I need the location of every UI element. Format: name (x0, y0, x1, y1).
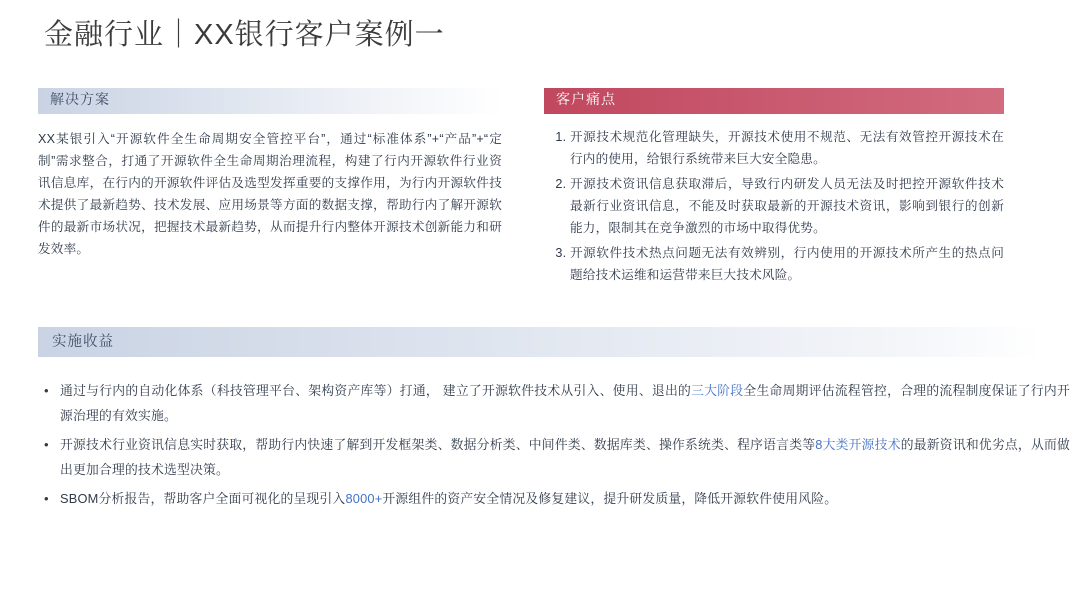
plain-text: 开源技术行业资讯信息实时获取，帮助行内快速了解到开发框架类、数据分析类、中间件类、数据库类、操作系统类、程序语言类等 (60, 437, 816, 452)
benefits-band-label: 实施收益 (38, 327, 1042, 357)
pain-points-list (544, 126, 1004, 286)
plain-text: SBOM分析报告，帮助客户全面可视化的呈现引入 (60, 491, 346, 506)
benefits-list (34, 378, 1070, 515)
solution-column (38, 88, 502, 289)
list-item (60, 486, 1070, 511)
list-item: 2. 开源技术资讯信息获取滞后，导致行内研发人员无法及时把控开源软件技术最新行业资讯信息，不能及时获取最新的开源技术资讯，影响到银行的创新能力，限制其在竞争激烈的市场中取得优势。 (570, 173, 1004, 239)
plain-text: 全生命周期评估流程管控，合理的流程制度保证了行内开源治理的有效实施。 (60, 383, 1071, 423)
solution-paragraph: XX某银引入“开源软件全生命周期安全管控平台”，通过“标准体系”+“产品”+“定制”需求整合，打通了开源软件全生命周期治理流程，构建了行内开源软件行业资讯信息库，在行内的开源软件评估及选型发挥重要的支撑作用，为行内开源软件技术提供了最新趋势、技术发展、应用场景等方面的数据支撑，帮助行内了解开源软件的最新市场状况，把握技术最新趋势，从而提升行内整体开源技术创新能力和研发效率。 (38, 132, 502, 256)
plain-text: 开源组件的资产安全情况及修复建议，提升研发质量，降低开源软件使用风险。 (382, 491, 838, 506)
plain-text: 的最新资讯和优劣点，从而做出更加合理的技术选型决策。 (60, 437, 1070, 477)
highlighted-text: 8000+ (345, 491, 383, 506)
list-item (60, 432, 1070, 482)
highlighted-text: 8大类开源技术 (815, 437, 901, 452)
plain-text: 通过与行内的自动化体系（科技管理平台、架构资产库等）打通， 建立了开源软件技术从引入、使用、退出的 (60, 383, 692, 398)
list-item: 3. 开源软件技术热点问题无法有效辨别，行内使用的开源技术所产生的热点问题给技术运维和运营带来巨大技术风险。 (570, 242, 1004, 286)
pain-points-column (544, 88, 1004, 289)
highlighted-text: 三大阶段 (691, 383, 744, 398)
solution-band-label: 解决方案 (38, 88, 502, 114)
list-item: 1. 开源技术规范化管理缺失，开源技术使用不规范、无法有效管控开源技术在行内的使用，给银行系统带来巨大安全隐患。 (570, 126, 1004, 170)
list-item (60, 378, 1070, 428)
page-title: 金融行业｜XX银行客户案例一 (44, 19, 445, 51)
pain-points-band-label: 客户痛点 (544, 88, 1004, 114)
two-column-area (38, 88, 1042, 289)
